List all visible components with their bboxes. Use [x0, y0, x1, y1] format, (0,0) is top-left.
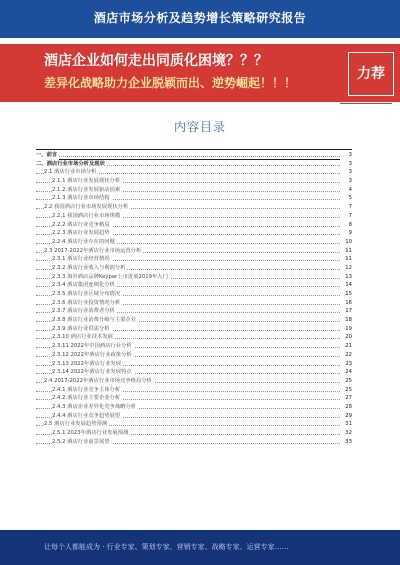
- toc-entry-page: 3: [340, 177, 352, 186]
- table-of-contents: [36, 151, 352, 446]
- toc-entry-label: 2.5.2 酒店行业前景展望: [52, 438, 110, 445]
- toc-entry-label: 2.3.11 2022年中国酒店行业分析: [52, 343, 132, 350]
- toc-entry-page: 27: [340, 394, 352, 403]
- toc-entry-label: 2.2.3 酒店行业发展趋势: [52, 230, 110, 237]
- toc-entry-page: 19: [340, 325, 352, 334]
- footer-bar: [0, 530, 400, 565]
- toc-entry[interactable]: [36, 229, 352, 238]
- toc-entry[interactable]: [36, 264, 352, 273]
- toc-entry-label: 2.3.5 酒店行业区域分布情况: [52, 291, 121, 297]
- toc-entry-page: 3: [340, 160, 352, 169]
- toc-entry-label: 2.1.3 酒店行业市场结构: [52, 195, 110, 202]
- toc-entry[interactable]: [36, 194, 352, 203]
- toc-entry-label: 2.4.3 酒店企业差异化竞争战略分析: [52, 403, 137, 410]
- promo-banner: [0, 44, 400, 102]
- toc-entry[interactable]: [36, 333, 352, 342]
- toc-entry-label: 2.3.13 2022年酒店行业发展: [52, 360, 122, 367]
- toc-entry[interactable]: [36, 342, 352, 351]
- toc-entry-label: 2.3.2 酒店行业收入与利润分析: [52, 264, 126, 271]
- toc-entry-label: 2.5.1 2023年酒店行业发展预测: [52, 430, 129, 436]
- toc-entry-page: 11: [340, 247, 352, 256]
- toc-entry[interactable]: [36, 368, 352, 377]
- toc-entry-label: 2.4 2017-2022年酒店行业市场竞争格局分析: [44, 377, 152, 384]
- toc-entry-page: 12: [340, 264, 352, 273]
- toc-entry[interactable]: [36, 212, 352, 221]
- toc-entry[interactable]: [36, 429, 352, 438]
- toc-entry-label: 2.3.8 酒店行业消费升级与主要企业: [52, 317, 137, 324]
- toc-entry-label: 2.1.2 酒店行业发展驱动因素: [52, 186, 121, 193]
- toc-entry[interactable]: [36, 177, 352, 186]
- toc-leader-dots: [36, 156, 340, 157]
- toc-entry-page: 15: [340, 290, 352, 299]
- toc-entry[interactable]: [36, 160, 352, 169]
- toc-entry-page: 16: [340, 299, 352, 308]
- toc-entry-label: 2.2.4 酒店行业存在的问题: [52, 238, 115, 245]
- toc-entry[interactable]: [36, 168, 352, 177]
- toc-entry[interactable]: [36, 255, 352, 264]
- toc-entry-page: 13: [340, 273, 352, 282]
- toc-entry-label: 2.3 2017-2022年酒店行业市场运营分析: [44, 247, 142, 254]
- toc-entry[interactable]: [36, 316, 352, 325]
- toc-entry[interactable]: [36, 203, 352, 212]
- toc-entry-label: 2.3.10 酒店行业技术发展: [52, 334, 113, 341]
- toc-entry[interactable]: [36, 325, 352, 334]
- toc-entry-page: 22: [340, 351, 352, 360]
- toc-entry-page: 3: [340, 151, 352, 160]
- toc-entry-label: 2.3.7 酒店行业消费者分析: [52, 308, 115, 315]
- toc-entry-page: 20: [340, 333, 352, 342]
- toc-entry-label: 2.1.1 酒店行业发展现状分析: [52, 178, 121, 185]
- toc-entry[interactable]: [36, 403, 352, 412]
- toc-entry-page: 23: [340, 360, 352, 369]
- report-title: 酒店市场分析及趋势增长策略研究报告: [93, 11, 307, 25]
- toc-entry[interactable]: [36, 186, 352, 195]
- toc-entry-page: 17: [340, 307, 352, 316]
- toc-divider: [36, 149, 352, 150]
- toc-entry-page: 33: [340, 438, 352, 447]
- toc-entry-label: 二、酒店行业市场分析及现状: [36, 160, 105, 167]
- toc-entry-page: 11: [340, 255, 352, 264]
- banner-underline: [340, 103, 392, 104]
- toc-entry-label: 2.3.3 海外酒店品牌Keypar上市进展2019年入门: [52, 273, 168, 280]
- footer-slogan: 让每个人都能成为 · 行业专家、策划专家、营销专家、战略专家、运营专家……: [44, 543, 289, 551]
- toc-entry-label: 2.2.1 我国酒店行业市场规模: [52, 212, 121, 219]
- toc-entry-page: 32: [340, 429, 352, 438]
- toc-entry-page: 3: [340, 168, 352, 177]
- toc-entry[interactable]: [36, 273, 352, 282]
- toc-entry-page: 7: [340, 212, 352, 221]
- toc-entry[interactable]: [36, 438, 352, 447]
- toc-entry[interactable]: [36, 420, 352, 429]
- toc-entry-page: 29: [340, 412, 352, 421]
- toc-entry[interactable]: [36, 360, 352, 369]
- toc-entry-page: 24: [340, 368, 352, 377]
- toc-entry-label: 2.4.1 酒店行业竞争主体分析: [52, 386, 121, 393]
- top-header: [0, 0, 400, 38]
- toc-title: 内容目录: [173, 120, 226, 134]
- toc-entry[interactable]: [36, 299, 352, 308]
- toc-entry-label: 2.3.12 2022年酒店行业政策分析: [52, 351, 132, 358]
- toc-entry-label: 2.5 酒店行业发展趋势预测: [44, 421, 108, 428]
- toc-entry-label: 2.4.2 酒店行业主要企业分析: [52, 395, 121, 402]
- banner-headline: 酒店企业如何走出同质化困境？？？: [44, 53, 268, 69]
- toc-entry-label: 2.3.6 酒店行业投资情况分析: [52, 299, 121, 306]
- brand-stamp: 力荐: [348, 52, 394, 96]
- toc-entry[interactable]: [36, 281, 352, 290]
- toc-entry-page: 14: [340, 281, 352, 290]
- toc-entry-page: 9: [340, 229, 352, 238]
- toc-entry-page: 10: [340, 238, 352, 247]
- toc-entry-page: 25: [340, 386, 352, 395]
- toc-entry-label: 2.3.1 酒店行业经营情况: [52, 256, 110, 263]
- toc-entry-page: 8: [340, 221, 352, 230]
- toc-entry-label: 2.3.9 酒店行业供需分析: [52, 325, 110, 332]
- toc-entry-page: 5: [340, 194, 352, 203]
- toc-entry[interactable]: [36, 307, 352, 316]
- toc-entry-label: 一、前言: [36, 152, 58, 158]
- toc-entry[interactable]: [36, 221, 352, 230]
- toc-entry-page: 31: [340, 420, 352, 429]
- toc-entry-page: 28: [340, 403, 352, 412]
- toc-entry[interactable]: [36, 377, 352, 386]
- toc-entry-label: 2.3.14 2022年酒店行业发展特点: [52, 369, 132, 376]
- toc-entry[interactable]: [36, 238, 352, 247]
- toc-entry-label: 2.1 酒店行业市场分析: [44, 169, 97, 176]
- toc-entry[interactable]: [36, 351, 352, 360]
- toc-entry-label: 2.2.2 酒店行业竞争格局: [52, 221, 110, 228]
- toc-entry[interactable]: [36, 151, 352, 160]
- toc-entry-page: 21: [340, 342, 352, 351]
- toc-entry-page: 7: [340, 203, 352, 212]
- toc-entry[interactable]: [36, 386, 352, 395]
- toc-entry[interactable]: [36, 412, 352, 421]
- toc-entry-page: 18: [340, 316, 352, 325]
- banner-subline: 差异化战略助力企业脱颖而出、逆势崛起！！！: [44, 76, 297, 90]
- toc-entry-label: 2.3.4 酒店集团连锁化分析: [52, 282, 115, 289]
- toc-entry[interactable]: [36, 247, 352, 256]
- toc-entry[interactable]: [36, 394, 352, 403]
- toc-entry-label: 2.2 我国酒店行业市场发展现状分析: [44, 204, 129, 211]
- toc-entry-page: 4: [340, 186, 352, 195]
- toc-entry-label: 2.4.4 酒店行业竞争趋势展望: [52, 412, 121, 419]
- toc-entry-page: 25: [340, 377, 352, 386]
- toc-entry[interactable]: [36, 290, 352, 299]
